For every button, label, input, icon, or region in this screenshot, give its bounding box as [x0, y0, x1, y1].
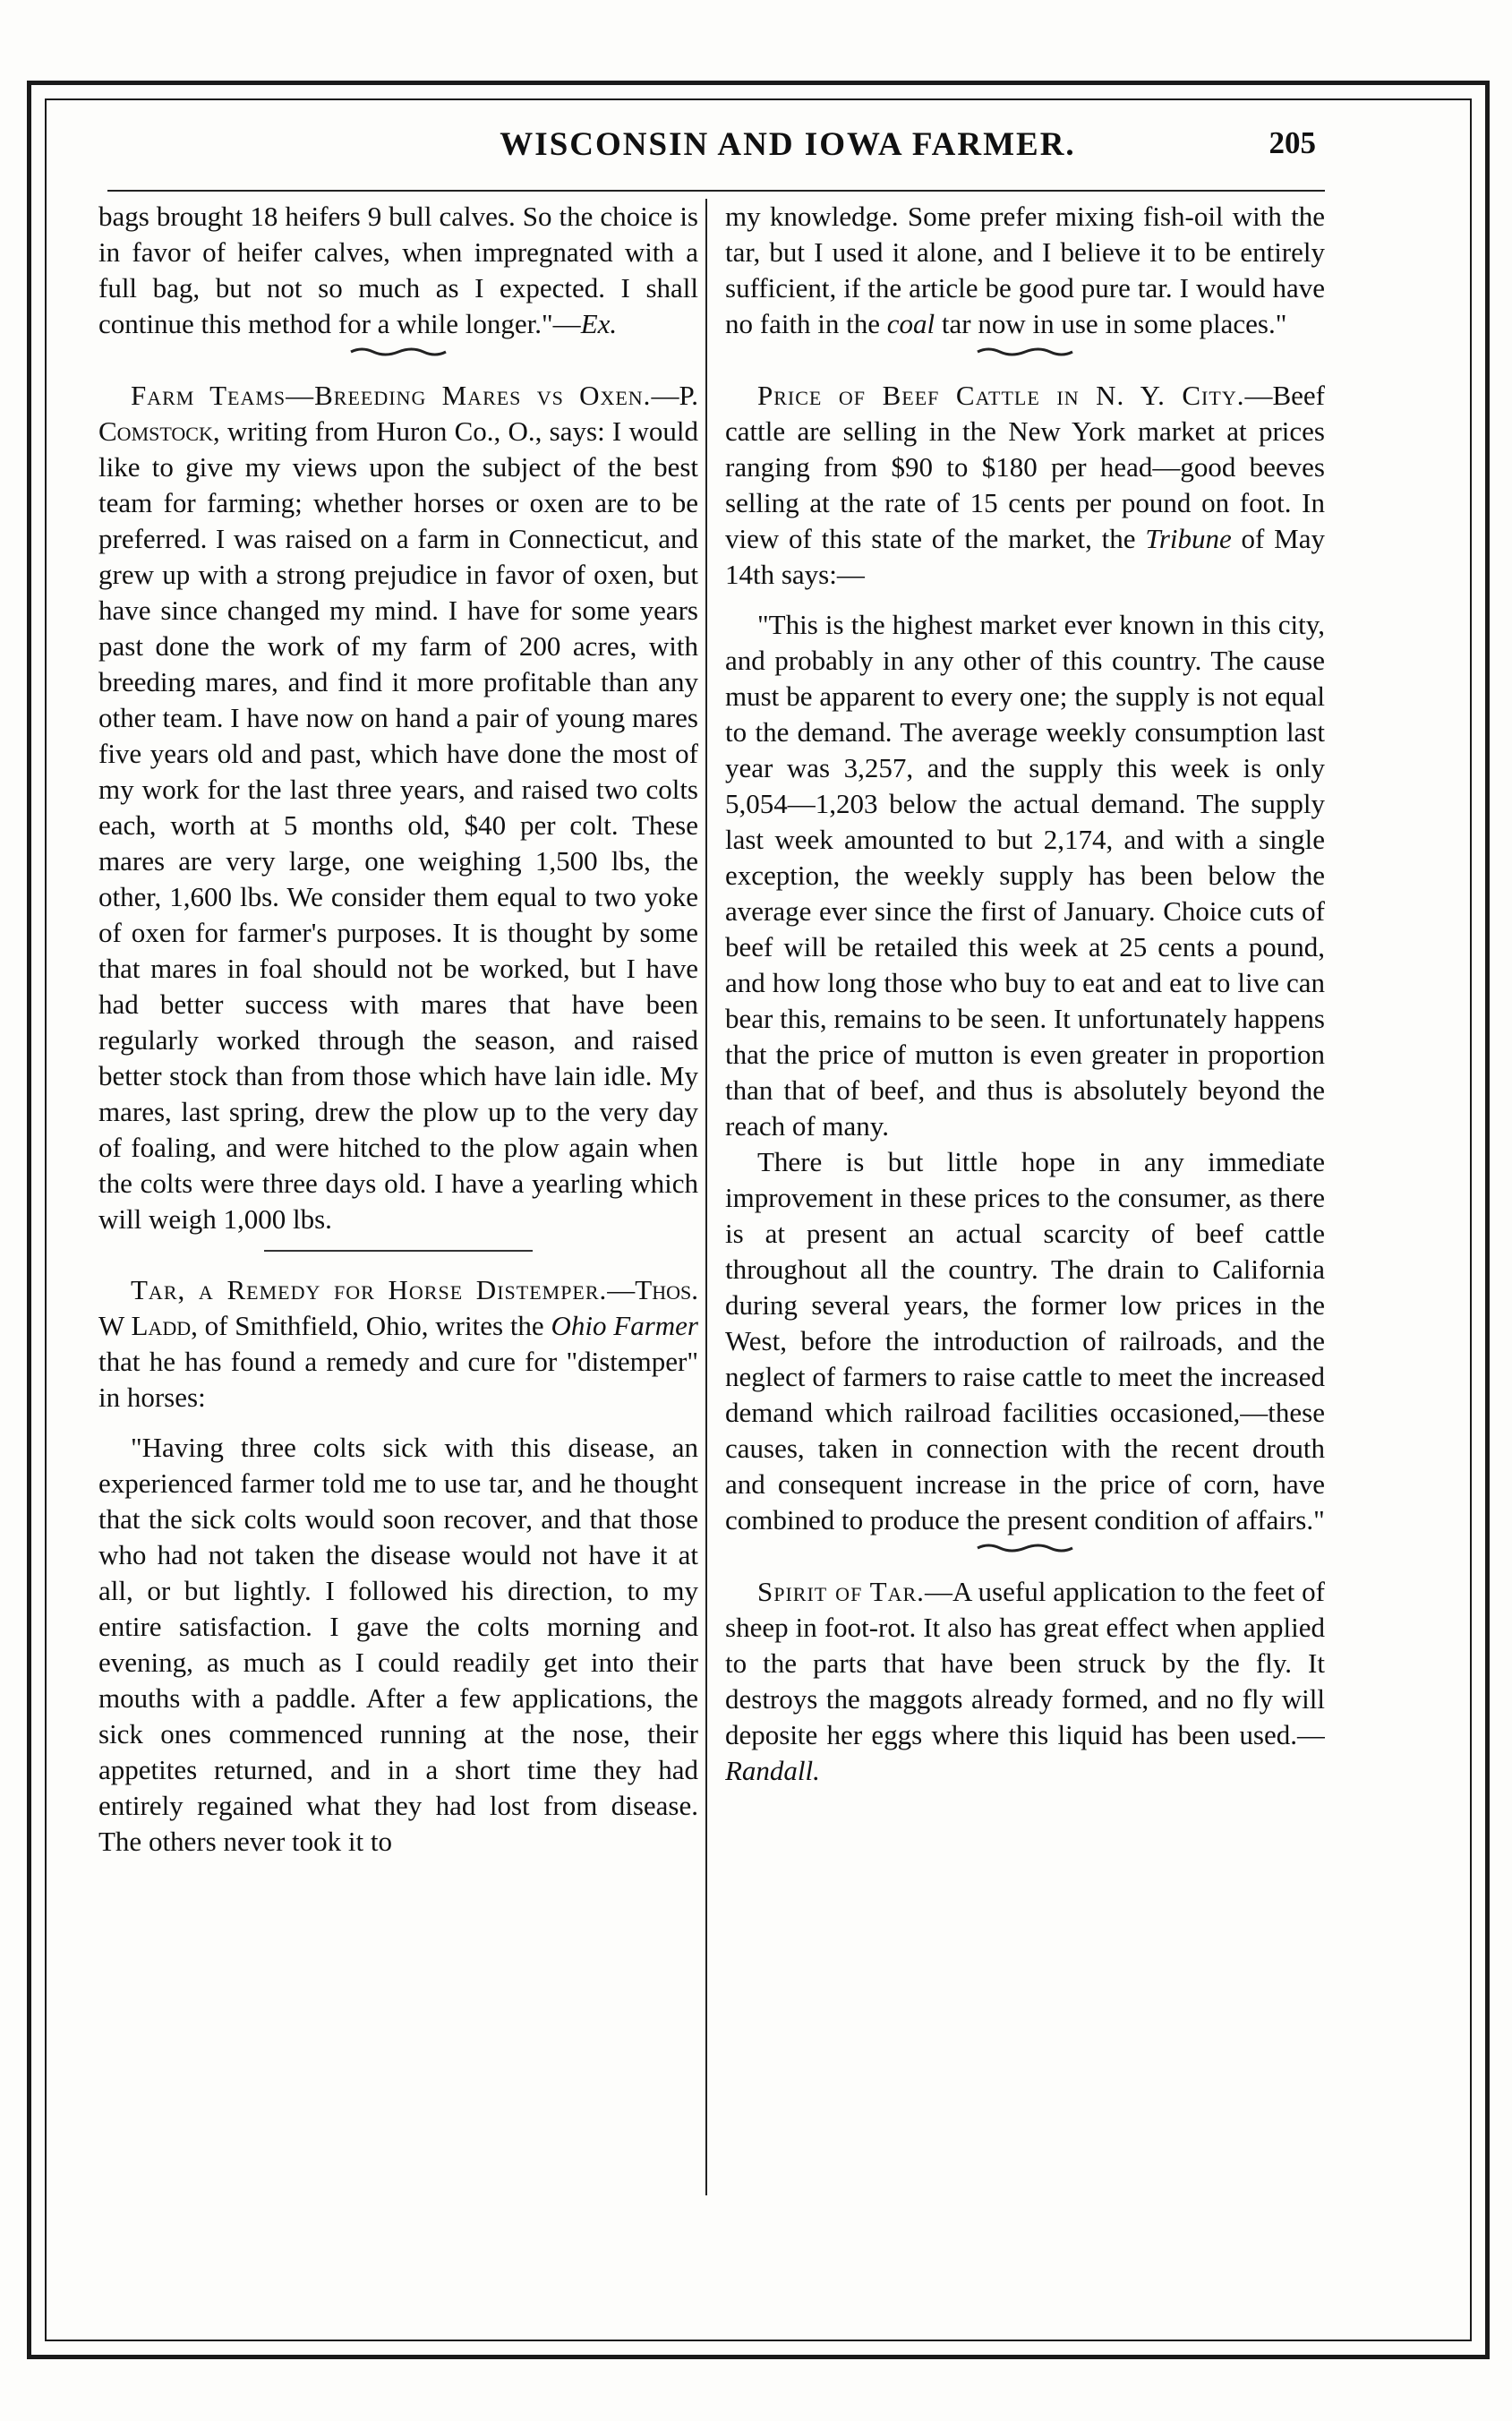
newspaper-name: Tribune [1145, 523, 1232, 554]
article-farm-teams [98, 378, 698, 1237]
article-beef-cattle [725, 378, 1325, 593]
ornamental-separator [725, 346, 1325, 369]
left-column [98, 199, 698, 2204]
newspaper-name: Ohio Farmer [551, 1310, 698, 1341]
article-tar-remedy [98, 1272, 698, 1416]
article-heading: Price of Beef Cattle in N. Y. City. [757, 380, 1245, 411]
article-heading: Spirit of Tar. [757, 1576, 925, 1607]
article-body: that he has found a remedy and cure for "distemper" in horses: [98, 1346, 698, 1413]
article-continuation [725, 199, 1325, 342]
right-column [725, 199, 1325, 2204]
article-quote: There is but little hope in any immediate improvement in these prices to the consumer, as there is at present an actual scarcity of beef cattle throughout all the country. The drain to California during several years, the former low prices in the West, before the introduction of railroads, and the neglect of farmers to raise cattle to meet the increased demand which railroad facilities occasioned,—these causes, taken in connection with the recent drouth and consequent increase in the price of corn, have combined to produce the present condition of affairs." [725, 1146, 1325, 1536]
emphasis-word: coal [886, 308, 935, 339]
continuation-text: tar now in use in some places." [935, 308, 1287, 339]
running-head: WISCONSIN AND IOWA FARMER. [500, 126, 1076, 163]
source-credit: Randall. [725, 1755, 820, 1786]
continuation-text: my knowledge. Some prefer mixing fish-oil with the tar, but I used it alone, and I believe it to be entirely sufficient, if the article be good pure tar. I would have no faith in the [725, 201, 1325, 339]
article-heading: Tar, a Remedy for Horse Distemper. [131, 1274, 608, 1305]
article-body: writing from Huron Co., O., says: I would like to give my views upon the subject of the best team for farming; whether horses or oxen are to be preferred. I was raised on a farm in Connecticut, and grew up with a strong prejudice in favor of oxen, but have since changed my mind. I have for some years past done the work of my farm of 200 acres, with breeding mares, and find it more profitable than any other team. I have now on hand a pair of young mares five years old and past, which have done the most of my work for the last three years, and raised two colts each, worth at 5 months old, $40 per colt. These mares are very large, one weighing 1,500 lbs, the other, 1,600 lbs. We consider them equal to two yoke of oxen for farmer's purposes. It is thought by some that mares in foal should not be worked, but I have had better success with mares that have been regularly worked through the season, and raised better stock than from those which have lain idle. My mares, last spring, drew the plow up to the very day of foaling, and were hitched to the plow again when the colts were three days old. I have a yearling which will weigh 1,000 lbs. [98, 415, 698, 1235]
article-body: of May 14th says:— [725, 523, 1325, 590]
article-author: —P. Comstock, [98, 380, 698, 447]
article-body: —Beef cattle are selling in the New York market at prices ranging from $90 to $180 per head—good beeves selling at the rate of 15 cents per pound on foot. In view of this state of the market, the [725, 380, 1325, 554]
ornamental-separator [725, 1542, 1325, 1565]
article-author: —Thos. W Ladd, [98, 1274, 698, 1341]
header-rule [107, 190, 1325, 192]
article-body: —A useful application to the feet of sheep in foot-rot. It also has great effect when applied to the parts that have been struck by the fly. It destroys the maggots already formed, and no fly will deposite her eggs where this liquid has been used.— [725, 1576, 1325, 1750]
article-body: of Smithfield, Ohio, writes the [197, 1310, 551, 1341]
page-number: 205 [1269, 125, 1316, 160]
source-credit: Ex. [580, 308, 618, 339]
section-rule [264, 1250, 533, 1253]
column-rule [705, 199, 707, 2195]
ornamental-separator [98, 346, 698, 369]
article-heading: Farm Teams—Breeding Mares vs Oxen. [131, 380, 652, 411]
article-continuation [98, 199, 698, 342]
article-spirit-of-tar [725, 1574, 1325, 1789]
continuation-text: bags brought 18 heifers 9 bull calves. So the choice is in favor of heifer calves, when impregnated with a full bag, but not so much as I expected. I shall continue this method for a while longer."— [98, 201, 698, 339]
article-quote: "Having three colts sick with this disease, an experienced farmer told me to use tar, and he thought that the sick colts would soon recover, and that those who had not taken the disease would not have it at all, or but lightly. I followed his direction, to my entire satisfaction. I gave the colts morning and evening, as much as I could readily get into their mouths with a paddle. After a few applications, the sick ones commenced running at the nose, their appetites returned, and in a short time they had entirely regained what they had lost from disease. The others never took it to [98, 1432, 698, 1857]
article-quote: "This is the highest market ever known in this city, and probably in any other of this country. The cause must be apparent to every one; the supply is not equal to the demand. The average weekly consumption last year was 3,257, and the supply this week is only 5,054—1,203 below the actual demand. The supply last week amounted to but 2,174, and with a single exception, the weekly supply has been below the average ever since the first of January. Choice cuts of beef will be retailed this week at 25 cents a pound, and how long those who buy to eat and eat to live can bear this, remains to be seen. It unfortunately happens that the price of mutton is even greater in proportion than that of beef, and thus is absolutely beyond the reach of many. [725, 609, 1325, 1142]
